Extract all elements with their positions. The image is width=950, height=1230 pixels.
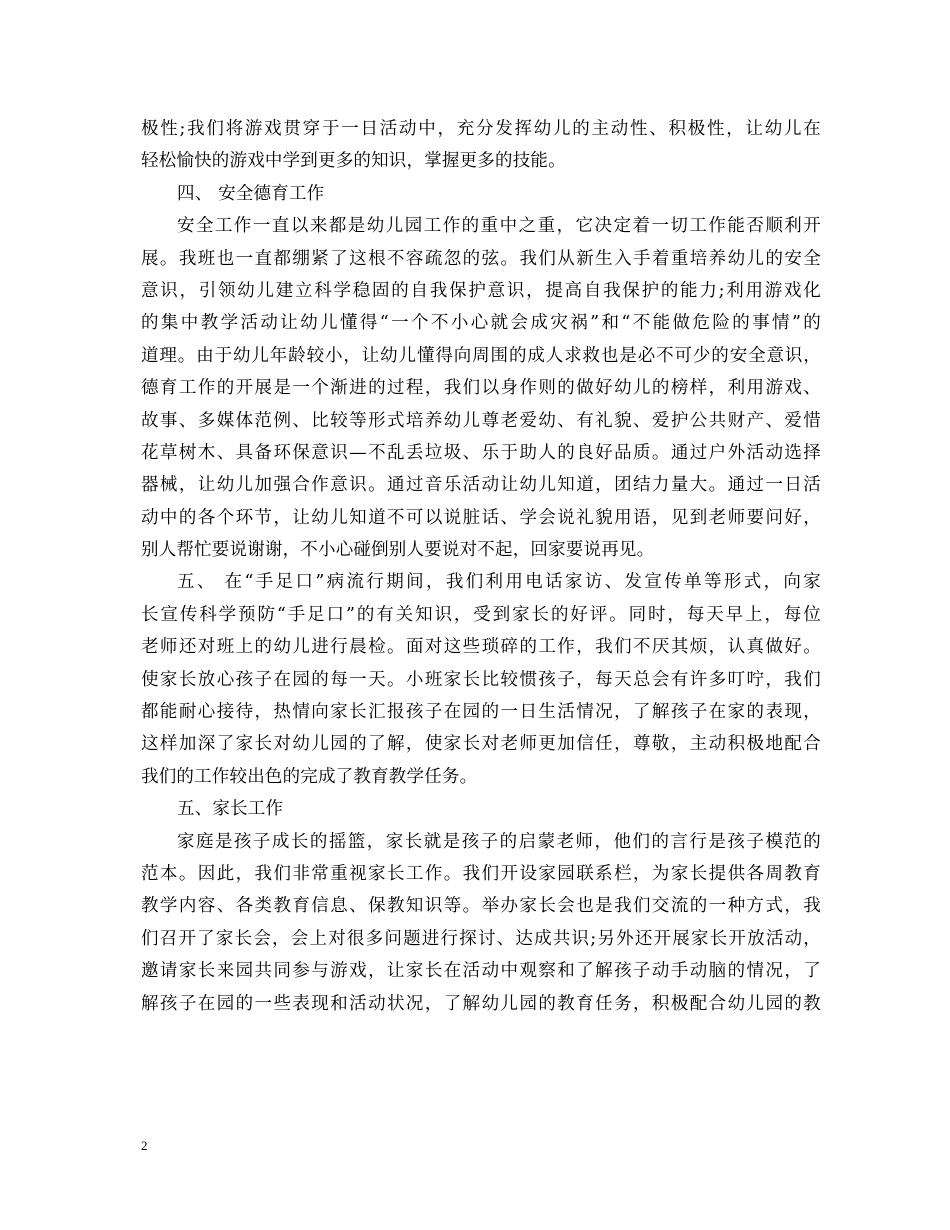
paragraph-line: 邀请家长来园共同参与游戏，让家长在活动中观察和了解孩子动手动脑的情况，了 [141, 961, 821, 982]
paragraph-line: 展。我班也一直都绷紧了这根不容疏忽的弦。我们从新生入手着重培养幼儿的安全 [141, 248, 821, 269]
section-heading: 五、家长工作 [177, 799, 284, 820]
paragraph-line: 意识，引领幼儿建立科学稳固的自我保护意识，提高自我保护的能力;利用游戏化 [141, 280, 821, 301]
document-body [141, 113, 821, 1020]
paragraph-line: 范本。因此，我们非常重视家长工作。我们开设家园联系栏，为家长提供各周教育 [141, 863, 821, 884]
paragraph-line: 这样加深了家长对幼儿园的了解，使家长对老师更加信任，尊敬，主动积极地配合 [141, 734, 821, 755]
paragraph-line: 道理。由于幼儿年龄较小，让幼儿懂得向周围的成人求救也是必不可少的安全意识， [141, 345, 821, 366]
paragraph-line: 们召开了家长会，会上对很多问题进行探讨、达成共识;另外还开展家长开放活动， [141, 928, 821, 949]
paragraph-line: 解孩子在园的一些表现和活动状况，了解幼儿园的教育任务，积极配合幼儿园的教 [141, 993, 821, 1014]
paragraph-line: 五、 在“手足口”病流行期间，我们利用电话家访、发宣传单等形式，向家 [177, 572, 821, 593]
paragraph-line: 家庭是孩子成长的摇篮，家长就是孩子的启蒙老师，他们的言行是孩子模范的 [177, 831, 821, 852]
paragraph-line: 的集中教学活动让幼儿懂得“一个不小心就会成灾祸”和“不能做危险的事情”的 [141, 313, 821, 334]
paragraph-line: 安全工作一直以来都是幼儿园工作的重中之重，它决定着一切工作能否顺利开 [177, 216, 821, 237]
paragraph-line: 长宣传科学预防“手足口”的有关知识，受到家长的好评。同时，每天早上，每位 [141, 604, 821, 625]
paragraph-line: 使家长放心孩子在园的每一天。小班家长比较惯孩子，每天总会有许多叮咛，我们 [141, 669, 821, 690]
paragraph-line: 器械，让幼儿加强合作意识。通过音乐活动让幼儿知道，团结力量大。通过一日活 [141, 475, 821, 496]
paragraph-line: 极性;我们将游戏贯穿于一日活动中，充分发挥幼儿的主动性、积极性，让幼儿在 [141, 119, 821, 139]
section-heading: 四、 安全德育工作 [177, 183, 325, 204]
paragraph-line: 老师还对班上的幼儿进行晨检。面对这些琐碎的工作，我们不厌其烦，认真做好。 [141, 637, 821, 658]
paragraph-line: 德育工作的开展是一个渐进的过程，我们以身作则的做好幼儿的榜样，利用游戏、 [141, 378, 821, 399]
paragraph-line: 别人帮忙要说谢谢，不小心碰倒别人要说对不起，回家要说再见。 [141, 540, 655, 561]
paragraph-line: 我们的工作较出色的完成了教育教学任务。 [141, 766, 478, 787]
paragraph-line: 故事、多媒体范例、比较等形式培养幼儿尊老爱幼、有礼貌、爱护公共财产、爱惜 [141, 410, 821, 431]
paragraph-line: 教学内容、各类教育信息、保教知识等。举办家长会也是我们交流的一种方式，我 [141, 896, 821, 917]
page-number: 2 [141, 1138, 148, 1153]
paragraph-line: 花草树木、具备环保意识—不乱丢垃圾、乐于助人的良好品质。通过户外活动选择 [141, 442, 821, 463]
paragraph-line: 都能耐心接待，热情向家长汇报孩子在园的一日生活情况，了解孩子在家的表现， [141, 702, 821, 723]
paragraph-line: 轻松愉快的游戏中学到更多的知识，掌握更多的技能。 [141, 151, 566, 172]
paragraph-line: 动中的各个环节，让幼儿知道不可以说脏话、学会说礼貌用语，见到老师要问好， [141, 507, 821, 528]
